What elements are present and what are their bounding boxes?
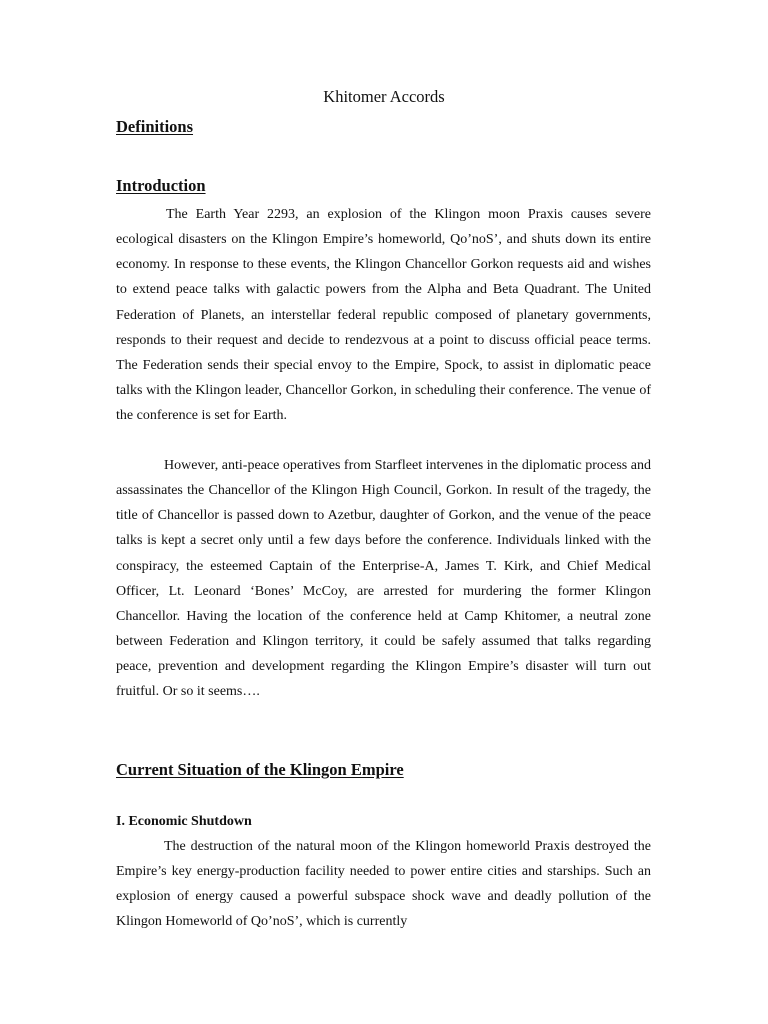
section-heading-definitions: Definitions (116, 117, 194, 136)
economic-shutdown-paragraph: The destruction of the natural moon of the Klingon homeworld Praxis destroyed the Empire’s key energy-production facility needed to power entire cities and starships. Such an explosion of energy caused a powerful subspace shock wave and deadly pollution of the Klingon Homeworld of Qo’noS’, which is currently (116, 839, 651, 930)
introduction-paragraph-1: The Earth Year 2293, an explosion of the Klingon moon Praxis causes severe ecological disasters on the Klingon Empire’s homeworld, Qo’noS’, and shuts down its entire economy. In response to these events, the Klingon Chancellor Gorkon requests aid and wishes to extend peace talks with galactic powers from the Alpha and Beta Quadrant. The United Federation of Planets, an interstellar federal republic composed of planetary governments, responds to their request and decide to rendezvous at a point to discuss official peace terms. The Federation sends their special envoy to the Empire, Spock, to assist in diplomatic peace talks with the Klingon leader, Chancellor Gorkon, in scheduling their conference. The venue of the conference is set for Earth. (116, 207, 651, 424)
section-heading-current-situation: Current Situation of the Klingon Empire (116, 760, 404, 779)
subsection-heading-economic-shutdown: I. Economic Shutdown (116, 814, 252, 829)
document-title: Khitomer Accords (323, 87, 445, 106)
introduction-paragraph-2: However, anti-peace operatives from Starfleet intervenes in the diplomatic process and assassinates the Chancellor of the Klingon High Council, Gorkon. In result of the tragedy, the title of Chancellor is passed down to Azetbur, daughter of Gorkon, and the venue of the peace talks is kept a secret only until a few days before the conference. Individuals linked with the conspiracy, the esteemed Captain of the Enterprise-A, James T. Kirk, and Chief Medical Officer, Lt. Leonard ‘Bones’ McCoy, are arrested for murdering the former Klingon Chancellor. Having the location of the conference held at Camp Khitomer, a neutral zone between Federation and Klingon territory, it could be safely assumed that talks regarding peace, prevention and development regarding the Klingon Empire’s disaster will turn out fruitful. Or so it seems…. (116, 458, 651, 700)
section-heading-introduction: Introduction (116, 176, 206, 195)
